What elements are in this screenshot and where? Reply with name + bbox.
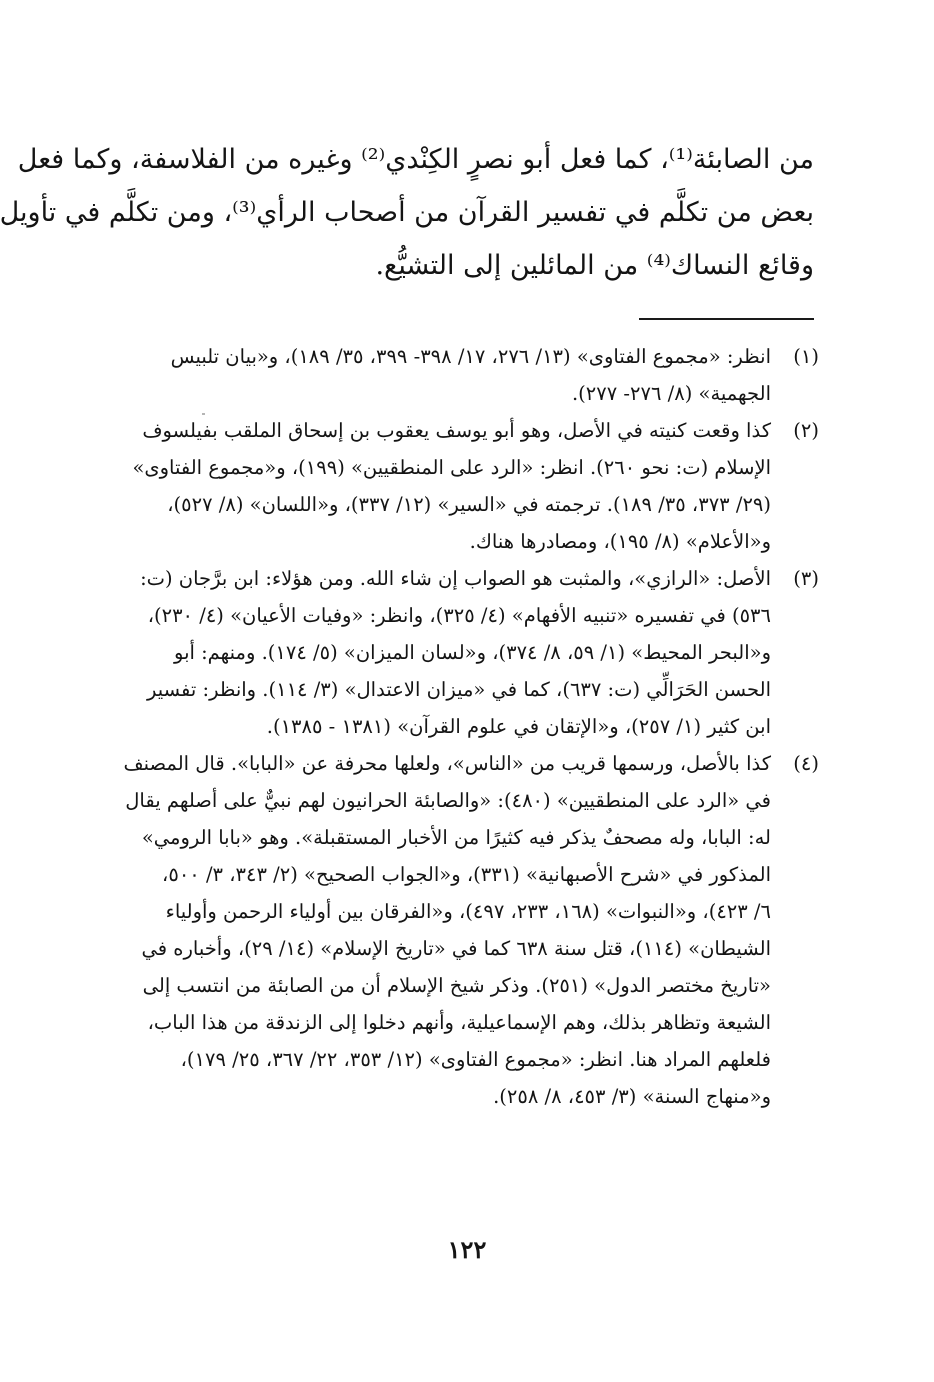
footnote-line: الإسلام (ت: نحو ٢٦٠). انظر: «الرد على المنطقيين» (١٩٩)، و«مجموع الفتاوى» (132, 456, 771, 479)
footnote-line: كذا بالأصل، ورسمها قريب من «الناس»، ولعلها محرفة عن «البابا». قال المصنف (123, 752, 771, 775)
footnote-4 (109, 745, 819, 1115)
footnotes-section (109, 338, 819, 1115)
footnote-line: الجهمية» (٨/ ٢٧٦- ٢٧٧). (571, 382, 771, 405)
footnote-divider (639, 318, 814, 320)
footnote-line: كذا وقعت كنيته في الأصل، وهو أبو يوسف يعقوب بن إسحاق الملقب بفيلسوف (142, 419, 771, 442)
footnote-line: «تاريخ مختصر الدول» (٢٥١). وذكر شيخ الإسلام أن من الصابئة من انتسب إلى (142, 974, 771, 997)
footnote-line: ابن كثير (١/ ٢٥٧)، و«الإتقان في علوم القرآن» (١٣٨١ - ١٣٨٥). (266, 715, 771, 738)
footnote-line: و«البحر المحيط» (١/ ٥٩، ٨/ ٣٧٤)، و«لسان الميزان» (٥/ ١٧٤). ومنهم: أبو (174, 641, 771, 664)
scan-speck (202, 413, 205, 415)
footnote-3 (109, 560, 819, 745)
footnote-line: الأصل: «الرازي»، والمثبت هو الصواب إن شاء الله. ومن هؤلاء: ابن برَّجان (ت: (140, 567, 771, 590)
footnote-marker: (١) (793, 345, 819, 368)
footnote-marker: (٢) (793, 419, 819, 442)
main-text-line: وقائع النساك⁽⁴⁾ من المائلين إلى التشيُّع. (375, 250, 814, 281)
footnote-line: له: البابا، وله مصحفٌ يذكر فيه كثيرًا من الأخبار المستقبلة». وهو «بابا الرومي» (141, 826, 771, 849)
footnote-line: في «الرد على المنطقيين» (٤٨٠): «والصابئة الحرانيون لهم نبيٌّ على أصلهم يقال (125, 789, 771, 812)
footnote-line: انظر: «مجموع الفتاوى» (١٣/ ٢٧٦، ١٧/ ٣٩٨- ٣٩٩، ٣٥/ ١٨٩)، و«بيان تلبيس (170, 345, 771, 368)
footnote-line: و«الأعلام» (٨/ ١٩٥)، ومصادرها هناك. (469, 530, 771, 553)
footnote-line: ٥٣٦) في تفسيره «تنبيه الأفهام» (٤/ ٣٢٥)، وانظر: «وفيات الأعيان» (٤/ ٢٣٠)، (147, 604, 771, 627)
footnote-line: ٦/ ٤٢٣)، و«النبوات» (١٦٨، ٢٣٣، ٤٩٧)، و«الفرقان بين أولياء الرحمن وأولياء (165, 900, 771, 923)
footnote-2 (109, 412, 819, 560)
footnote-line: (٢٩/ ٣٧٣، ٣٥/ ١٨٩). ترجمته في «السير» (١٢/ ٣٣٧)، و«اللسان» (٨/ ٥٢٧)، (167, 493, 771, 516)
footnote-line: الشيطان» (١١٤)، قتل سنة ٦٣٨ كما في «تاريخ الإسلام» (١٤/ ٢٩)، وأخباره في (141, 937, 771, 960)
footnote-line: الحسن الحَرَالِّي (ت: ٦٣٧)، كما في «ميزان الاعتدال» (٣/ ١١٤). وانظر: تفسير (146, 678, 771, 701)
footnote-line: فلعلهم المراد هنا. انظر: «مجموع الفتاوى» (١٢/ ٣٥٣، ٢٢/ ٣٦٧، ٢٥/ ١٧٩)، (180, 1048, 771, 1071)
footnote-marker: (٤) (793, 752, 819, 775)
footnote-1 (109, 338, 819, 412)
footnote-marker: (٣) (793, 567, 819, 590)
main-text-line: بعض من تكلَّم في تفسير القرآن من أصحاب الرأي⁽³⁾، ومن تكلَّم في تأويل (0, 197, 814, 228)
footnote-line: المذكور في «شرح الأصبهانية» (٣٣١)، و«الجواب الصحيح» (٢/ ٣٤٣، ٣/ ٥٠٠، (162, 863, 771, 886)
main-text-line: من الصابئة⁽¹⁾، كما فعل أبو نصرٍ الكِنْدي⁽²⁾ وغيره من الفلاسفة، وكما فعل (17, 144, 814, 175)
main-text-block (0, 133, 814, 292)
footnote-line: الشيعة وتظاهر بذلك، وهم الإسماعيلية، وأنهم دخلوا إلى الزندقة من هذا الباب، (147, 1011, 771, 1034)
footnote-line: و«منهاج السنة» (٣/ ٤٥٣، ٨/ ٢٥٨). (493, 1085, 771, 1108)
page-number: ١٢٢ (447, 1235, 487, 1264)
